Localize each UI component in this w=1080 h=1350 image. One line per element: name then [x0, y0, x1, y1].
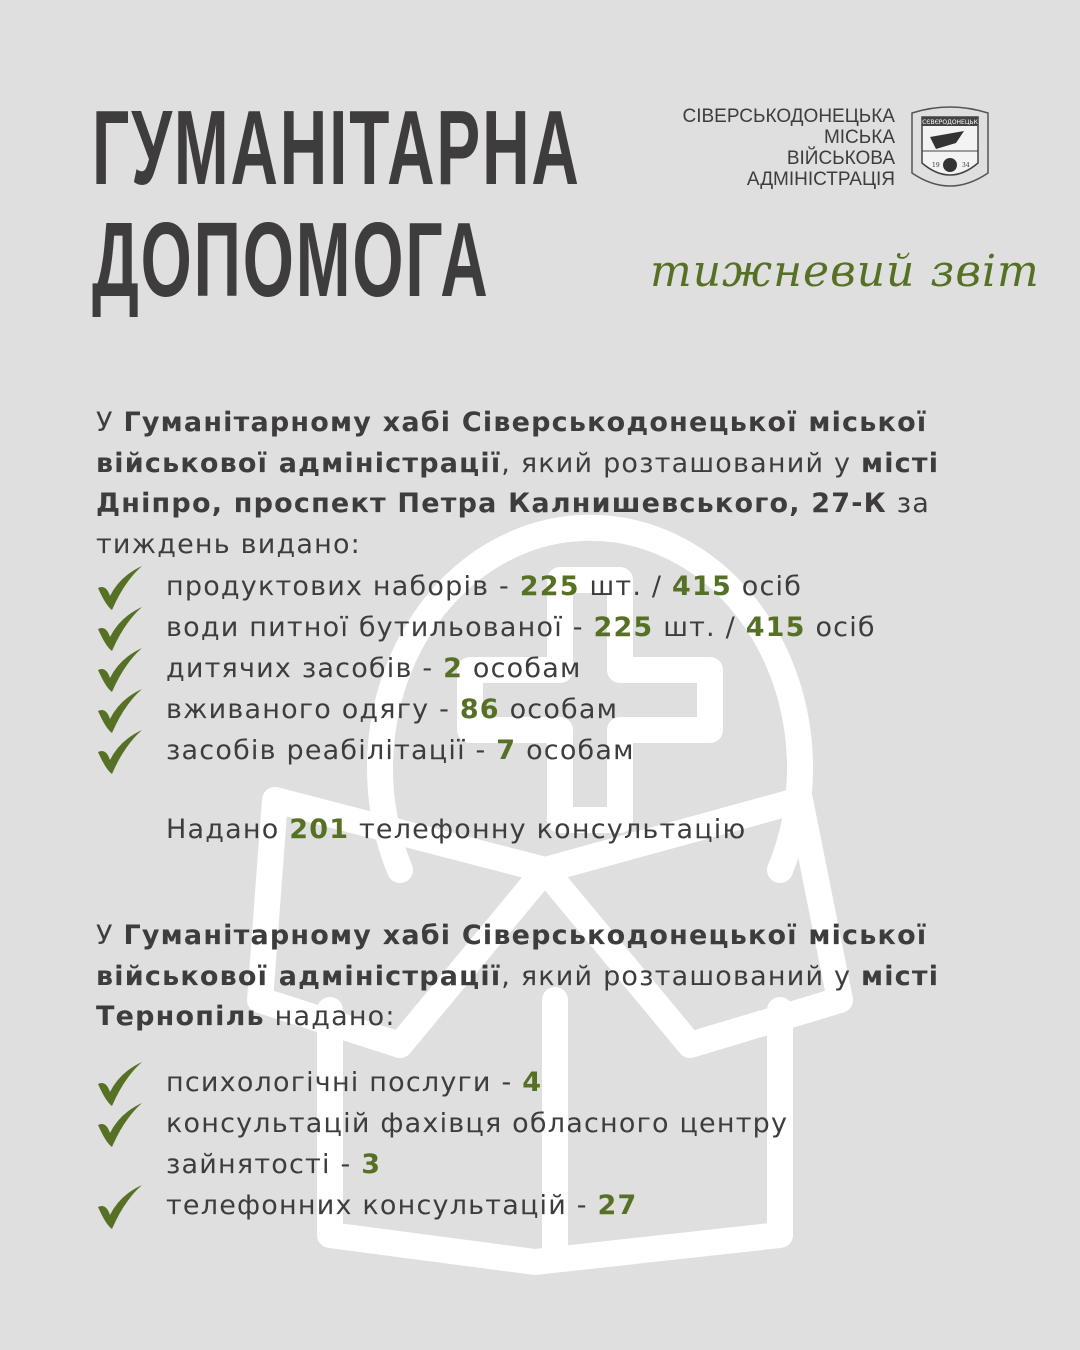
section2-list — [96, 1062, 856, 1226]
org-line-2: МІСЬКА — [823, 127, 895, 148]
list-item: психологічні послуги - 4 — [96, 1062, 856, 1103]
list-item: води питної бутильованої - 225 шт. / 415 осіб — [96, 607, 996, 648]
list-item: консультацій фахівця обласного центру зайнятості - 3 — [96, 1103, 856, 1185]
coat-of-arms-icon — [906, 103, 994, 191]
check-icon — [96, 1103, 144, 1151]
phone-consultations-summary: Надано 201 телефонну консультацію — [166, 814, 747, 845]
org-line-3: ВІЙСЬКОВА — [786, 148, 895, 169]
weekly-report-subtitle: тижневий звіт — [650, 246, 1040, 297]
list-item: продуктових наборів - 225 шт. / 415 осіб — [96, 566, 996, 607]
list-item: засобів реабілітації - 7 особам — [96, 730, 996, 771]
svg-text:СЄВЄРОДОНЕЦЬК: СЄВЄРОДОНЕЦЬК — [922, 119, 978, 126]
check-icon — [96, 1185, 144, 1233]
section2-intro: У Гуманітарному хабі Сіверськодонецької міської військової адміністрації, який розташований у місті Тернопіль надано: — [96, 920, 940, 1032]
list-item: дитячих засобів - 2 особам — [96, 648, 996, 689]
list-item: телефонних консультацій - 27 — [96, 1185, 856, 1226]
organization-name — [682, 106, 895, 190]
title-line-2: ДОПОМОГА — [92, 201, 490, 319]
check-icon — [96, 730, 144, 778]
section1-list — [96, 566, 996, 771]
page-title — [92, 89, 581, 319]
section1-intro: У Гуманітарному хабі Сіверськодонецької міської військової адміністрації, який розташований у місті Дніпро, проспект Петра Калнишевського, 27-К за тиждень видано: — [96, 407, 940, 560]
svg-text:34: 34 — [962, 162, 970, 169]
title-line-1: ГУМАНІТАРНА — [92, 89, 581, 207]
org-line-4: АДМІНІСТРАЦІЯ — [746, 169, 895, 190]
org-line-1: СІВЕРСЬКОДОНЕЦЬКА — [682, 106, 895, 127]
list-item: вживаного одягу - 86 особам — [96, 689, 996, 730]
svg-text:19: 19 — [932, 162, 940, 169]
